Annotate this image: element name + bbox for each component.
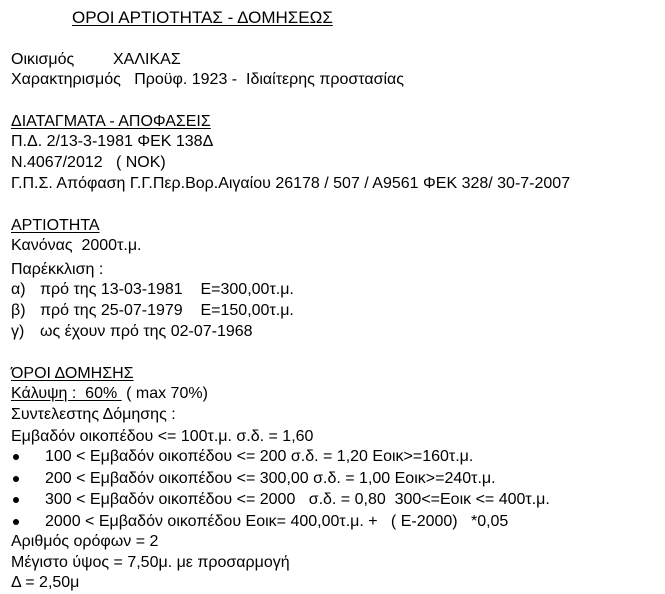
- settlement-label: Οικισμός: [11, 51, 75, 68]
- floors-line: Αριθμός ορόφων = 2: [11, 533, 159, 550]
- exception-text: πρό της 13-03-1981 Ε=300,00τ.μ.: [40, 281, 294, 298]
- plot-size-heading: ΑΡΤΙΟΤΗΤΑ: [11, 217, 100, 234]
- document-title: ΟΡΟΙ ΑΡΤΙΟΤΗΤΑΣ - ΔΟΜΗΣΕΩΣ: [72, 8, 333, 27]
- coefficient-label: Συντελεστης Δόμησης :: [11, 406, 176, 423]
- decree-item: Ν.4067/2012 ( ΝΟΚ): [11, 154, 166, 171]
- building-heading: ΌΡΟΙ ΔΟΜΗΣΗΣ: [11, 365, 134, 382]
- decree-item: Γ.Π.Σ. Απόφαση Γ.Γ.Περ.Βορ.Αιγαίου 26178 / 507 / Α9561 ΦΕΚ 328/ 30-7-2007: [11, 175, 571, 192]
- coverage-line: [11, 384, 208, 404]
- settlement-characterization: Χαρακτηρισμός Προϋφ. 1923 - Ιδιαίτερης προστασίας: [11, 71, 404, 88]
- exception-text: ως έχουν πρό της 02-07-1968: [40, 323, 253, 340]
- settlement-value: ΧΑΛΙΚΑΣ: [113, 51, 181, 68]
- plot-size-exception-label: Παρέκκλιση :: [11, 261, 104, 278]
- coverage-max: ( max 70%): [121, 385, 208, 402]
- coefficient-bullet: 300 < Εμβαδόν οικοπέδου <= 2000 σ.δ. = 0,80 300<=Εοικ <= 400τ.μ.: [45, 491, 550, 508]
- bullet-icon: [13, 519, 19, 525]
- decrees-heading: ΔΙΑΤΑΓΜΑΤΑ - ΑΠΟΦΑΣΕΙΣ: [11, 113, 211, 130]
- exception-text: πρό της 25-07-1979 Ε=150,00τ.μ.: [40, 302, 294, 319]
- plot-size-rule: Κανόνας 2000τ.μ.: [11, 237, 142, 254]
- coefficient-bullet: 100 < Εμβαδόν οικοπέδου <= 200 σ.δ. = 1,20 Εοικ>=160τ.μ.: [45, 448, 474, 465]
- bullet-icon: [13, 476, 19, 482]
- exception-marker: β): [11, 302, 26, 319]
- coefficient-bullet: 2000 < Εμβαδόν οικοπέδου Εοικ= 400,00τ.μ. + ( Ε-2000) *0,05: [45, 513, 509, 530]
- decree-item: Π.Δ. 2/13-3-1981 ΦΕΚ 138Δ: [11, 133, 214, 150]
- delta-line: Δ = 2,50μ: [11, 574, 80, 591]
- coverage-value: Κάλυψη : 60%: [11, 385, 122, 402]
- max-height-line: Μέγιστο ύψος = 7,50μ. με προσαρμογή: [11, 554, 290, 571]
- coefficient-base-rule: Εμβαδόν οικοπέδου <= 100τ.μ. σ.δ. = 1,60: [11, 428, 314, 445]
- bullet-icon: [13, 497, 19, 503]
- bullet-icon: [13, 454, 19, 460]
- exception-marker: α): [11, 281, 26, 298]
- coefficient-bullet: 200 < Εμβαδόν οικοπέδου <= 300,00 σ.δ. = 1,00 Εοικ>=240τ.μ.: [45, 470, 496, 487]
- exception-marker: γ): [11, 323, 25, 340]
